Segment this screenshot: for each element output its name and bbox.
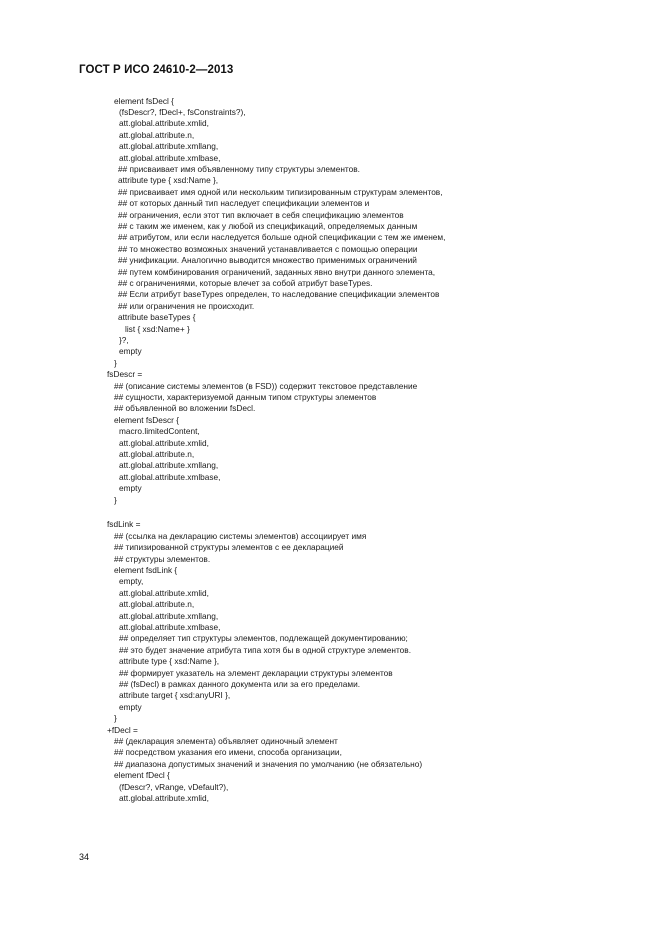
code-line: ## диапазона допустимых значений и значения по умолчанию (не обязательно): [114, 759, 423, 769]
code-line: }: [114, 495, 117, 505]
code-line: ## Если атрибут baseTypes определен, то наследование спецификации элементов: [118, 289, 440, 299]
code-line: att.global.attribute.xmllang,: [119, 141, 219, 151]
code-line: ## с таким же именем, как у любой из спецификаций, определяемых данным: [118, 221, 418, 231]
code-line: +fDecl =: [107, 725, 138, 735]
code-line: att.global.attribute.xmllang,: [119, 611, 219, 621]
code-line: ## сущности, характеризуемой данным типом структуры элементов: [114, 392, 377, 402]
code-line: ## формирует указатель на элемент декларации структуры элементов: [119, 668, 393, 678]
code-line: }: [114, 358, 117, 368]
code-line: att.global.attribute.xmlbase,: [119, 622, 221, 632]
code-line: element fsDescr {: [114, 415, 180, 425]
code-line: list { xsd:Name+ }: [125, 324, 190, 334]
code-line: att.global.attribute.xmlid,: [119, 118, 209, 128]
code-line: ## присваивает имя одной или нескольким типизированным структурам элементов,: [118, 187, 443, 197]
code-line: ## от которых данный тип наследует спецификации элементов и: [118, 198, 370, 208]
code-line: att.global.attribute.n,: [119, 449, 195, 459]
code-line: ## посредством указания его имени, способа организации,: [114, 747, 342, 757]
code-line: empty,: [119, 576, 144, 586]
code-line: ## (fsDecl) в рамках данного документа или за его пределами.: [119, 679, 361, 689]
code-line: ## определяет тип структуры элементов, подлежащей документированию;: [119, 633, 408, 643]
code-line: ## структуры элементов.: [114, 554, 211, 564]
code-line: attribute type { xsd:Name },: [118, 175, 219, 185]
code-line: ## (декларация элемента) объявляет одиночный элемент: [114, 736, 338, 746]
code-line: attribute baseTypes {: [118, 312, 196, 322]
code-line: ## унификации. Аналогично выводится множество применимых ограничений: [118, 255, 417, 265]
code-line: ## объявленной во вложении fsDecl.: [114, 403, 256, 413]
code-line: ## атрибутом, или если наследуется больше одной спецификации с тем же именем,: [118, 232, 446, 242]
code-line: element fDecl {: [114, 770, 170, 780]
code-line: ## то множество возможных значений устанавливается с помощью операции: [118, 244, 418, 254]
code-line: empty: [119, 483, 142, 493]
code-line: att.global.attribute.xmlid,: [119, 438, 209, 448]
code-line: }?,: [119, 335, 129, 345]
code-line: ## (описание системы элементов (в FSD)) содержит текстовое представление: [114, 381, 418, 391]
code-line: ## присваивает имя объявленному типу структуры элементов.: [118, 164, 360, 174]
code-line: (fDescr?, vRange, vDefault?),: [119, 782, 229, 792]
code-line: (fsDescr?, fDecl+, fsConstraints?),: [119, 107, 246, 117]
code-line: attribute target { xsd:anyURI },: [119, 690, 231, 700]
code-line: ## типизированной структуры элементов с ее декларацией: [114, 542, 344, 552]
code-line: empty: [119, 346, 142, 356]
code-line: ## это будет значение атрибута типа хотя бы в одной структуре элементов.: [119, 645, 411, 655]
code-line: att.global.attribute.xmllang,: [119, 460, 219, 470]
code-line: empty: [119, 702, 142, 712]
code-line: ## или ограничения не происходит.: [118, 301, 255, 311]
page-number: 34: [79, 852, 90, 862]
code-line: }: [114, 713, 117, 723]
code-line: ## (ссылка на декларацию системы элементов) ассоциирует имя: [114, 531, 367, 541]
code-line: ## ограничения, если этот тип включает в себя спецификацию элементов: [118, 210, 404, 220]
code-line: fsdLink =: [107, 519, 141, 529]
code-line: attribute type { xsd:Name },: [119, 656, 220, 666]
document-header: ГОСТ Р ИСО 24610-2—2013: [79, 64, 234, 76]
code-line: macro.limitedContent,: [119, 426, 200, 436]
code-line: ## путем комбинирования ограничений, заданных явно внутри данного элемента,: [118, 267, 436, 277]
code-line: ## с ограничениями, которые влечет за собой атрибут baseTypes.: [118, 278, 373, 288]
code-line: att.global.attribute.xmlid,: [119, 793, 209, 803]
code-line: att.global.attribute.n,: [119, 599, 195, 609]
code-line: att.global.attribute.xmlbase,: [119, 153, 221, 163]
code-line: element fsdLink {: [114, 565, 178, 575]
code-line: element fsDecl {: [114, 96, 174, 106]
code-line: att.global.attribute.xmlid,: [119, 588, 209, 598]
code-line: att.global.attribute.n,: [119, 130, 195, 140]
code-line: fsDescr =: [107, 369, 143, 379]
code-line: att.global.attribute.xmlbase,: [119, 472, 221, 482]
